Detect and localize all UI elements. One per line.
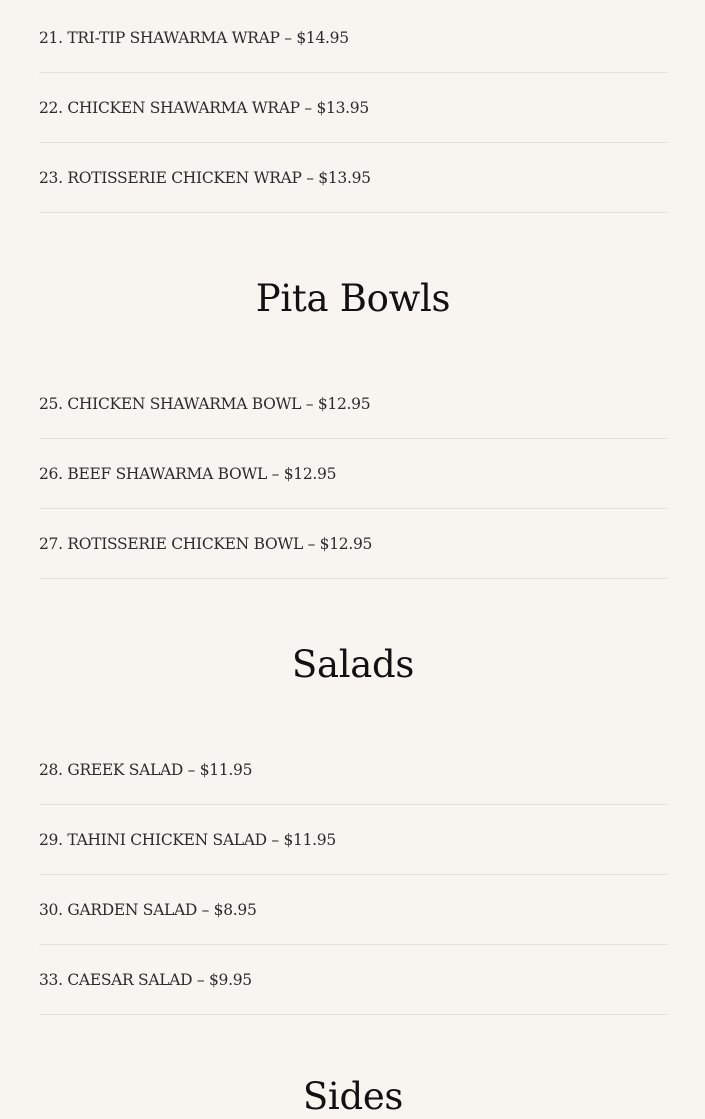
menu-item: 22. CHICKEN SHAWARMA WRAP – $13.95: [39, 73, 667, 143]
section-heading-pita-bowls: Pita Bowls: [255, 277, 451, 320]
menu-item: 27. ROTISSERIE CHICKEN BOWL – $12.95: [39, 509, 667, 579]
menu-item: 30. GARDEN SALAD – $8.95: [39, 875, 667, 945]
menu-item: 28. GREEK SALAD – $11.95: [39, 735, 667, 805]
menu-list: [39, 0, 667, 1119]
section-heading-salads: Salads: [291, 643, 415, 686]
menu-item: 26. BEEF SHAWARMA BOWL – $12.95: [39, 439, 667, 509]
section-heading-sides: Sides: [302, 1075, 404, 1118]
menu-item: 33. CAESAR SALAD – $9.95: [39, 945, 667, 1015]
menu-item: 23. ROTISSERIE CHICKEN WRAP – $13.95: [39, 143, 667, 213]
menu-item: 29. TAHINI CHICKEN SALAD – $11.95: [39, 805, 667, 875]
menu-item: 25. CHICKEN SHAWARMA BOWL – $12.95: [39, 369, 667, 439]
menu-item: 21. TRI-TIP SHAWARMA WRAP – $14.95: [39, 3, 667, 73]
